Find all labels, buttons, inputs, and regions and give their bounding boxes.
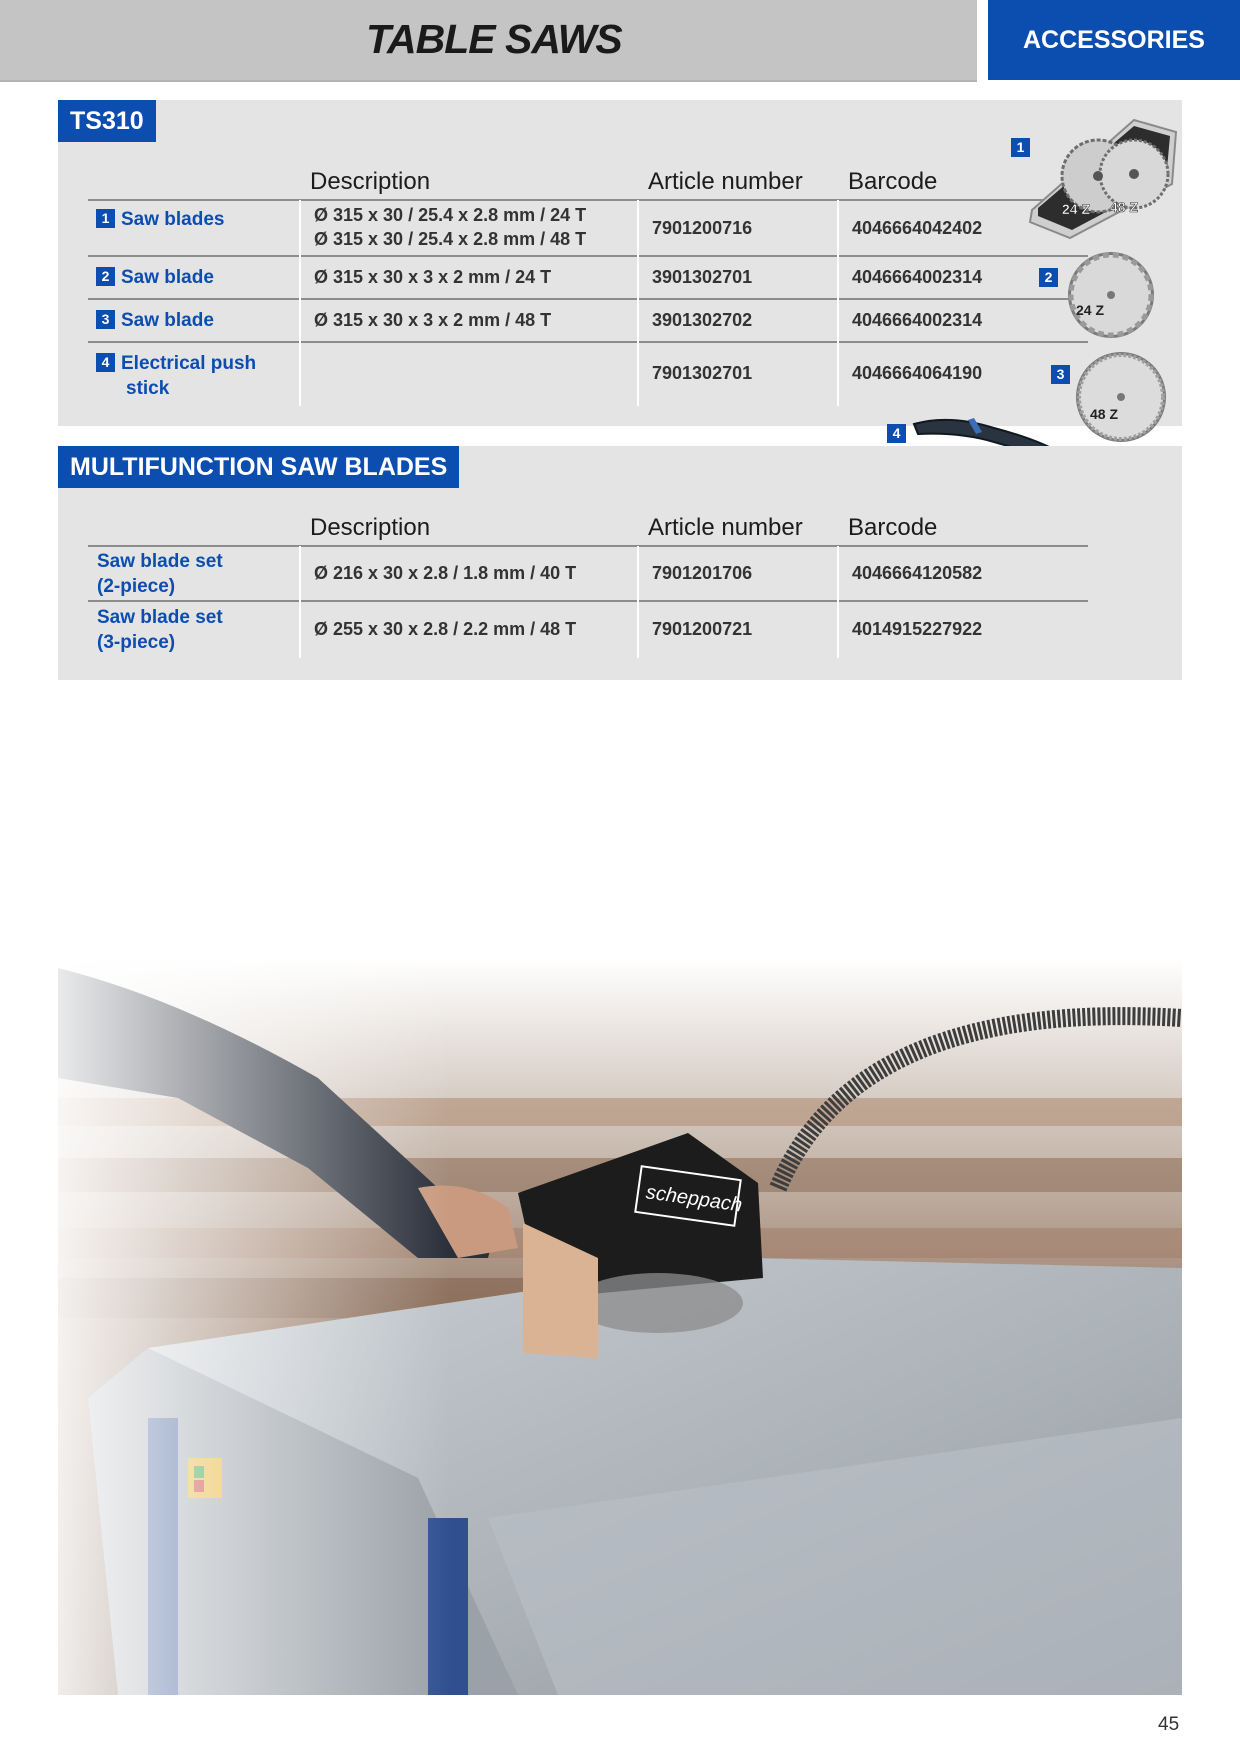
- page-title: TABLE SAWS: [366, 16, 622, 62]
- row-name: Saw blade set: [97, 607, 223, 628]
- set-label-a: 24 Z: [1062, 201, 1091, 217]
- category-tab: [988, 0, 1240, 80]
- row-article: 7901200721: [652, 619, 753, 639]
- col-description: Description: [310, 514, 431, 541]
- row-name: 3 Saw blade: [96, 308, 214, 333]
- set-label-b: 48 Z: [1110, 199, 1139, 215]
- row-barcode: 4046664002314: [852, 310, 983, 330]
- table-divider: [88, 545, 1088, 547]
- row-name-cont: (2-piece): [97, 576, 176, 597]
- row-name-cont: stick: [126, 378, 170, 399]
- row-barcode: 4046664064190: [852, 363, 983, 383]
- blade3-label: 48 Z: [1090, 406, 1119, 422]
- item-number-badge: 4: [96, 353, 115, 372]
- row-name: 4 Electrical push: [96, 351, 256, 376]
- table-divider: [88, 199, 300, 201]
- row-name-cont: (3-piece): [97, 632, 176, 653]
- column-divider: [837, 546, 839, 658]
- table-divider: [300, 199, 1088, 201]
- table-divider: [88, 600, 1088, 602]
- page-number: 45: [1158, 1714, 1180, 1735]
- table-divider: [88, 298, 1088, 300]
- row-description: Ø 315 x 30 / 25.4 x 2.8 mm / 24 T: [314, 205, 587, 225]
- item-number-badge: 3: [96, 310, 115, 329]
- column-divider: [299, 546, 301, 658]
- row-barcode: 4046664002314: [852, 267, 983, 287]
- header-bar: [0, 0, 977, 82]
- saw-blade-24z-image: [1066, 250, 1156, 340]
- col-barcode: Barcode: [848, 514, 938, 541]
- saw-blade-48z-image: [1074, 350, 1168, 444]
- category-label: ACCESSORIES: [1023, 26, 1205, 54]
- row-barcode: 4046664120582: [852, 563, 983, 583]
- multifunction-tag: MULTIFUNCTION SAW BLADES: [58, 446, 459, 488]
- row-article: 7901302701: [652, 363, 753, 383]
- row-barcode: 4046664042402: [852, 218, 983, 238]
- row-article: 3901302702: [652, 310, 753, 330]
- table-divider: [88, 255, 1088, 257]
- table-divider: [88, 341, 1088, 343]
- col-barcode: Barcode: [848, 168, 938, 195]
- multifunction-section: [58, 446, 1182, 680]
- row-description: Ø 315 x 30 / 25.4 x 2.8 mm / 48 T: [314, 229, 587, 249]
- column-divider: [637, 546, 639, 658]
- blade2-label: 24 Z: [1076, 302, 1105, 318]
- col-article: Article number: [648, 168, 803, 195]
- item-number-badge: 2: [96, 267, 115, 286]
- row-description: Ø 255 x 30 x 2.8 / 2.2 mm / 48 T: [314, 619, 577, 639]
- column-divider: [837, 200, 839, 406]
- column-divider: [299, 200, 301, 406]
- row-name: Saw blade set: [97, 551, 223, 572]
- col-description: Description: [310, 168, 431, 195]
- image-number-badge: 2: [1039, 268, 1058, 287]
- row-name: 2 Saw blade: [96, 265, 214, 290]
- row-name: 1 Saw blades: [96, 207, 225, 232]
- column-divider: [637, 200, 639, 406]
- saw-blade-set-image: [1026, 110, 1180, 242]
- table-saw-photo: [58, 958, 1182, 1695]
- image-number-badge: 3: [1051, 365, 1070, 384]
- row-article: 7901200716: [652, 218, 753, 238]
- image-number-badge: 1: [1011, 138, 1030, 157]
- item-number-badge: 1: [96, 209, 115, 228]
- row-description: Ø 315 x 30 x 3 x 2 mm / 48 T: [314, 310, 552, 330]
- row-description: Ø 315 x 30 x 3 x 2 mm / 24 T: [314, 267, 552, 287]
- row-barcode: 4014915227922: [852, 619, 983, 639]
- ts310-tag: TS310: [58, 100, 156, 142]
- row-article: 3901302701: [652, 267, 753, 287]
- image-number-badge: 4: [887, 424, 906, 443]
- row-description: Ø 216 x 30 x 2.8 / 1.8 mm / 40 T: [314, 563, 577, 583]
- row-article: 7901201706: [652, 563, 753, 583]
- col-article: Article number: [648, 514, 803, 541]
